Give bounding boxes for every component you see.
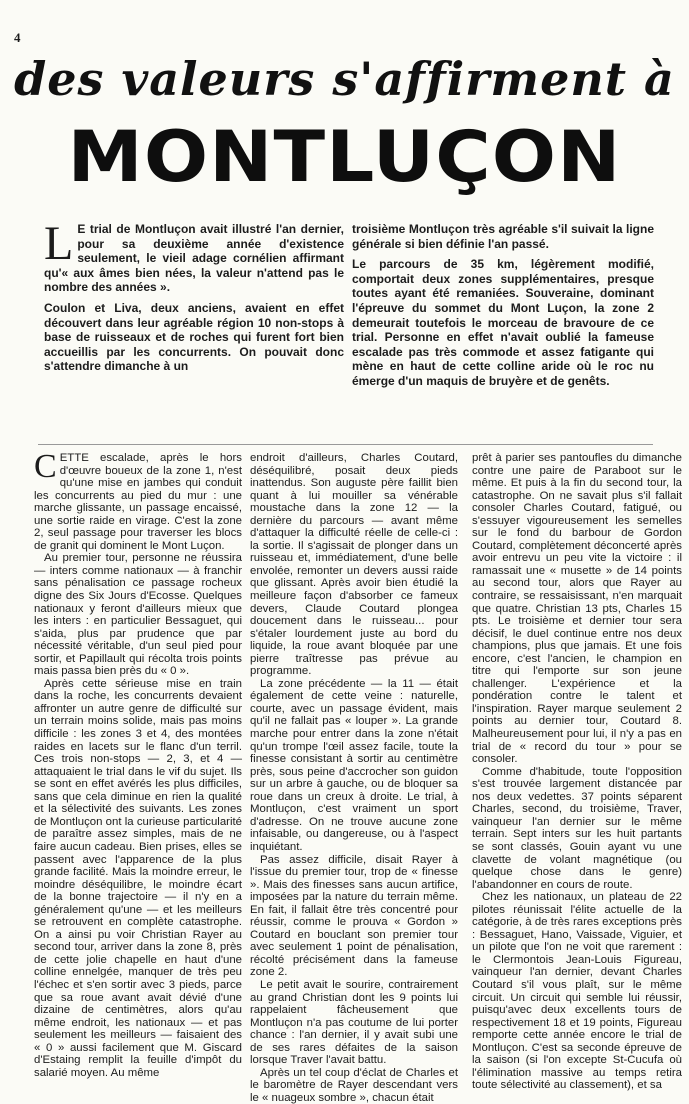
body-column-2 [250, 452, 458, 1104]
col2-paragraph-2: La zone précédente — la 11 — était également de cette veine : naturelle, courte, avec un passage évident, mais qu'il ne fallait pas « louper ». La grande marche pour entrer dans la zone n'était qu'un trompe l'œil assez facile, toute la finesse consistant à sortir au centimètre près, sous peine d'accrocher son guidon sur un arbre à gauche, ou de bloquer sa roue dans un creux à droite. Le trial, à Montluçon, c'est vraiment un sport d'adresse. On ne trouve aucune zone infaisable, ou dangereuse, ou à l'aspect inquiétant. [250, 677, 458, 853]
col2-paragraph-1: endroit d'ailleurs, Charles Coutard, déséquilibré, posait deux pieds inattendus. Son auguste père faillit bien quant à lui mouiller sa vénérable moustache dans la zone 12 — la dernière du parcours — avant même d'attaquer la difficulté réelle de celle-ci : la sortie. Il s'agissait de plonger dans un ruisseau et, immédiatement, d'une belle envolée, remonter un devers aussi raide que glissant. Après avoir bien étudié la meilleure façon d'absorber ce fameux devers, Claude Coutard plongea doucement dans le ruisseau... pour s'étaler lourdement juste au bord du liquide, la roue avant bloquée par une pierre traîtresse pas prévue au programme. [250, 452, 458, 678]
body-dropcap: C [34, 448, 57, 485]
col2-paragraph-4: Le petit avait le sourire, contrairement au grand Christian dont les 9 points lui rappelaient fâcheusement que Montluçon n'a pas coutume de lui porter chance : l'an dernier, il y avait subi une de ses rares défaites de la saison lorsque Traver l'avait battu. [250, 978, 458, 1067]
page-number: 4 [14, 30, 21, 45]
intro-paragraph-3: troisième Montluçon très agréable s'il suivait la ligne générale si bien définie l'an passé. [352, 222, 654, 251]
body-column-1 [34, 448, 242, 1079]
intro-paragraph-2: Coulon et Liva, deux anciens, avaient en effet découvert dans leur agréable région 10 non-stops à base de ruisseaux et de roches qui furent fort bien accueillis par les concurrents. On pouvait donc s'attendre dimanche à un [44, 300, 344, 374]
intro-dropcap: L [44, 217, 74, 270]
col1-paragraph-2: Au premier tour, personne ne réussira — inters comme nationaux — à franchir sans pénalisation ce passage rocheux digne des Six Jours d'Ecosse. Quelques nationaux y feront d'ailleurs mieux que les inters : en particulier Bessaguet, qui s'aida, plus par prudence que par nécessité véritable, d'un seul pied pour sortir, et Papillault qui récolta trois points mais passa bien près du « 0 ». [34, 552, 242, 678]
intro-paragraph-1: E trial de Montluçon avait illustré l'an dernier, pour sa deuxième année d'existence seulement, le vieil adage cornélien affirmant qu'« aux âmes bien nées, la valeur n'attend pas le nombre des années ». [44, 222, 344, 295]
headline-line-2: MONTLUÇON [67, 116, 622, 198]
col2-paragraph-5: Après un tel coup d'éclat de Charles et le baromètre de Rayer descendant vers le « nuageux sombre », chacun était [250, 1066, 458, 1104]
intro-left-column [44, 217, 344, 380]
section-divider [38, 444, 653, 445]
col1-paragraph-1: ETTE escalade, après le hors d'œuvre boueux de la zone 1, n'est qu'une mise en jambes qui conduit les concurrents au pied du mur : une marche glissante, un passage encaissé, une sortie raide en virage. C'est la zone 2, seul passage pour traverser les blocs de granit qui dominent le Mont Luçon. [34, 452, 242, 552]
headline-line-1: des valeurs s'affirment à [14, 52, 675, 106]
col2-paragraph-3: Pas assez difficile, disait Rayer à l'issue du premier tour, trop de « finesse ». Mais des finesses sans aucun artifice, imposées par la nature du terrain même. En fait, il fallait être très concentré pour réussir, comme le prouva « Gordon » Coutard en bouclant son premier tour avec seulement 1 point de pénalisation, récolté précisément dans la fameuse zone 2. [250, 853, 458, 979]
col3-paragraph-3: Chez les nationaux, un plateau de 22 pilotes réunissait l'élite actuelle de la catégorie, à de très rares exceptions près : Bessaguet, Hano, Vaissade, Viguier, et un pilote que l'on ne voit que rarement : le Clermontois Jean-Louis Figureau, vainqueur l'an dernier, devant Charles Coutard s'il vous plaît, sur le même circuit. Un circuit qui semble lui réussir, puisqu'avec deux excellents tours de respectivement 18 et 19 points, Figureau remporte cette année encore le trial de Montluçon. C'est sa seconde épreuve de la saison (si l'on excepte St-Cucufa où l'élimination massive au temps retira toute sélectivité au classement), et sa [472, 891, 682, 1092]
col3-paragraph-2: Comme d'habitude, toute l'opposition s'est trouvée largement distancée par nos deux vedettes. 37 points séparent Charles, second, du troisième, Traver, vainqueur l'an dernier sur le même terrain. Sept inters sur les huit partants se sont classés, Gouin ayant vu une clavette de volant magnétique (ou quelque chose dans le genre) l'abandonner en cours de route. [472, 765, 682, 891]
intro-right-column [352, 222, 654, 395]
intro-paragraph-4: Le parcours de 35 km, légèrement modifié, comportait deux zones supplémentaires, presque toutes ayant été remaniées. Souveraine, dominant l'épreuve du sommet du Mont Luçon, la zone 2 demeurait toutefois le morceau de bravoure de ce trial. Personne en effet n'avait oublié la fameuse escalade pas très commode et assez fatigante qui mène en haut de cette colline aride où le roc nu émerge d'un maquis de bruyère et de genêts. [352, 257, 654, 388]
body-column-3 [472, 452, 682, 1092]
col3-paragraph-1: prêt à parier ses pantoufles du dimanche contre une paire de Paraboot sur le même. Et puis à la fin du second tour, la catastrophe. On ne savait plus s'il fallait consoler Charles Coutard, fatigué, ou s'essuyer vigoureusement les semelles sur le fond du barbour de Gordon Coutard, complètement déconcerté après avoir entrevu un peu vite la victoire : il ramassait une « musette » de 14 points au second tour, alors que Rayer au contraire, se ressaisissant, n'en marquait que quatre. Christian 13 pts, Charles 15 pts. Le troisième et dernier tour sera décisif, le duel continue entre nos deux champions, plus que jamais. Et une fois encore, c'est l'ancien, le champion en titre qui l'emporte sur son jeune challenger. L'expérience et la pondération contre le talent et l'inspiration. Rayer marque seulement 2 points au dernier tour, Coutard 8. Malheureusement pour lui, il n'y a pas en trial de « record du tour » pour se consoler. [472, 452, 682, 766]
col1-paragraph-3: Après cette sérieuse mise en train dans la roche, les concurrents devaient affronter un autre genre de difficulté sur un terrain moins solide, mais pas moins difficile : les zones 3 et 4, des montées raides en lacets sur le flanc d'un terril. Ces trois non-stops — 2, 3, et 4 — attaquaient le trial dans le vif du sujet. Ils se sont en effet avérés les plus difficiles, sans que cela diminue en rien la qualité et la sélectivité des suivants. Les zones de Montluçon ont la curieuse particularité de paraître assez simples, mais de ne faire aucun cadeau. Bien prises, elles se passent avec l'apparence de la plus grande facilité. Mais la moindre erreur, le moindre déséquilibre, le moindre écart de la bonne trajectoire — il n'y en a généralement qu'une — et les meilleurs se retrouvent en complète catastrophe. On a ainsi pu voir Christian Rayer au second tour, arriver dans la zone 8, près de cette jolie chapelle en haut d'une colline ennelgée, manquer de très peu l'échec et s'en sortir avec 3 pieds, parce que sa roue avant avait dévié d'une dizaine de centimètres, alors qu'au même endroit, les nationaux — et pas seulement les meilleurs — faisaient des « 0 » aussi facilement que M. Giscard d'Estaing remplit la feuille d'impôt du salarié moyen. Au même [34, 677, 242, 1079]
